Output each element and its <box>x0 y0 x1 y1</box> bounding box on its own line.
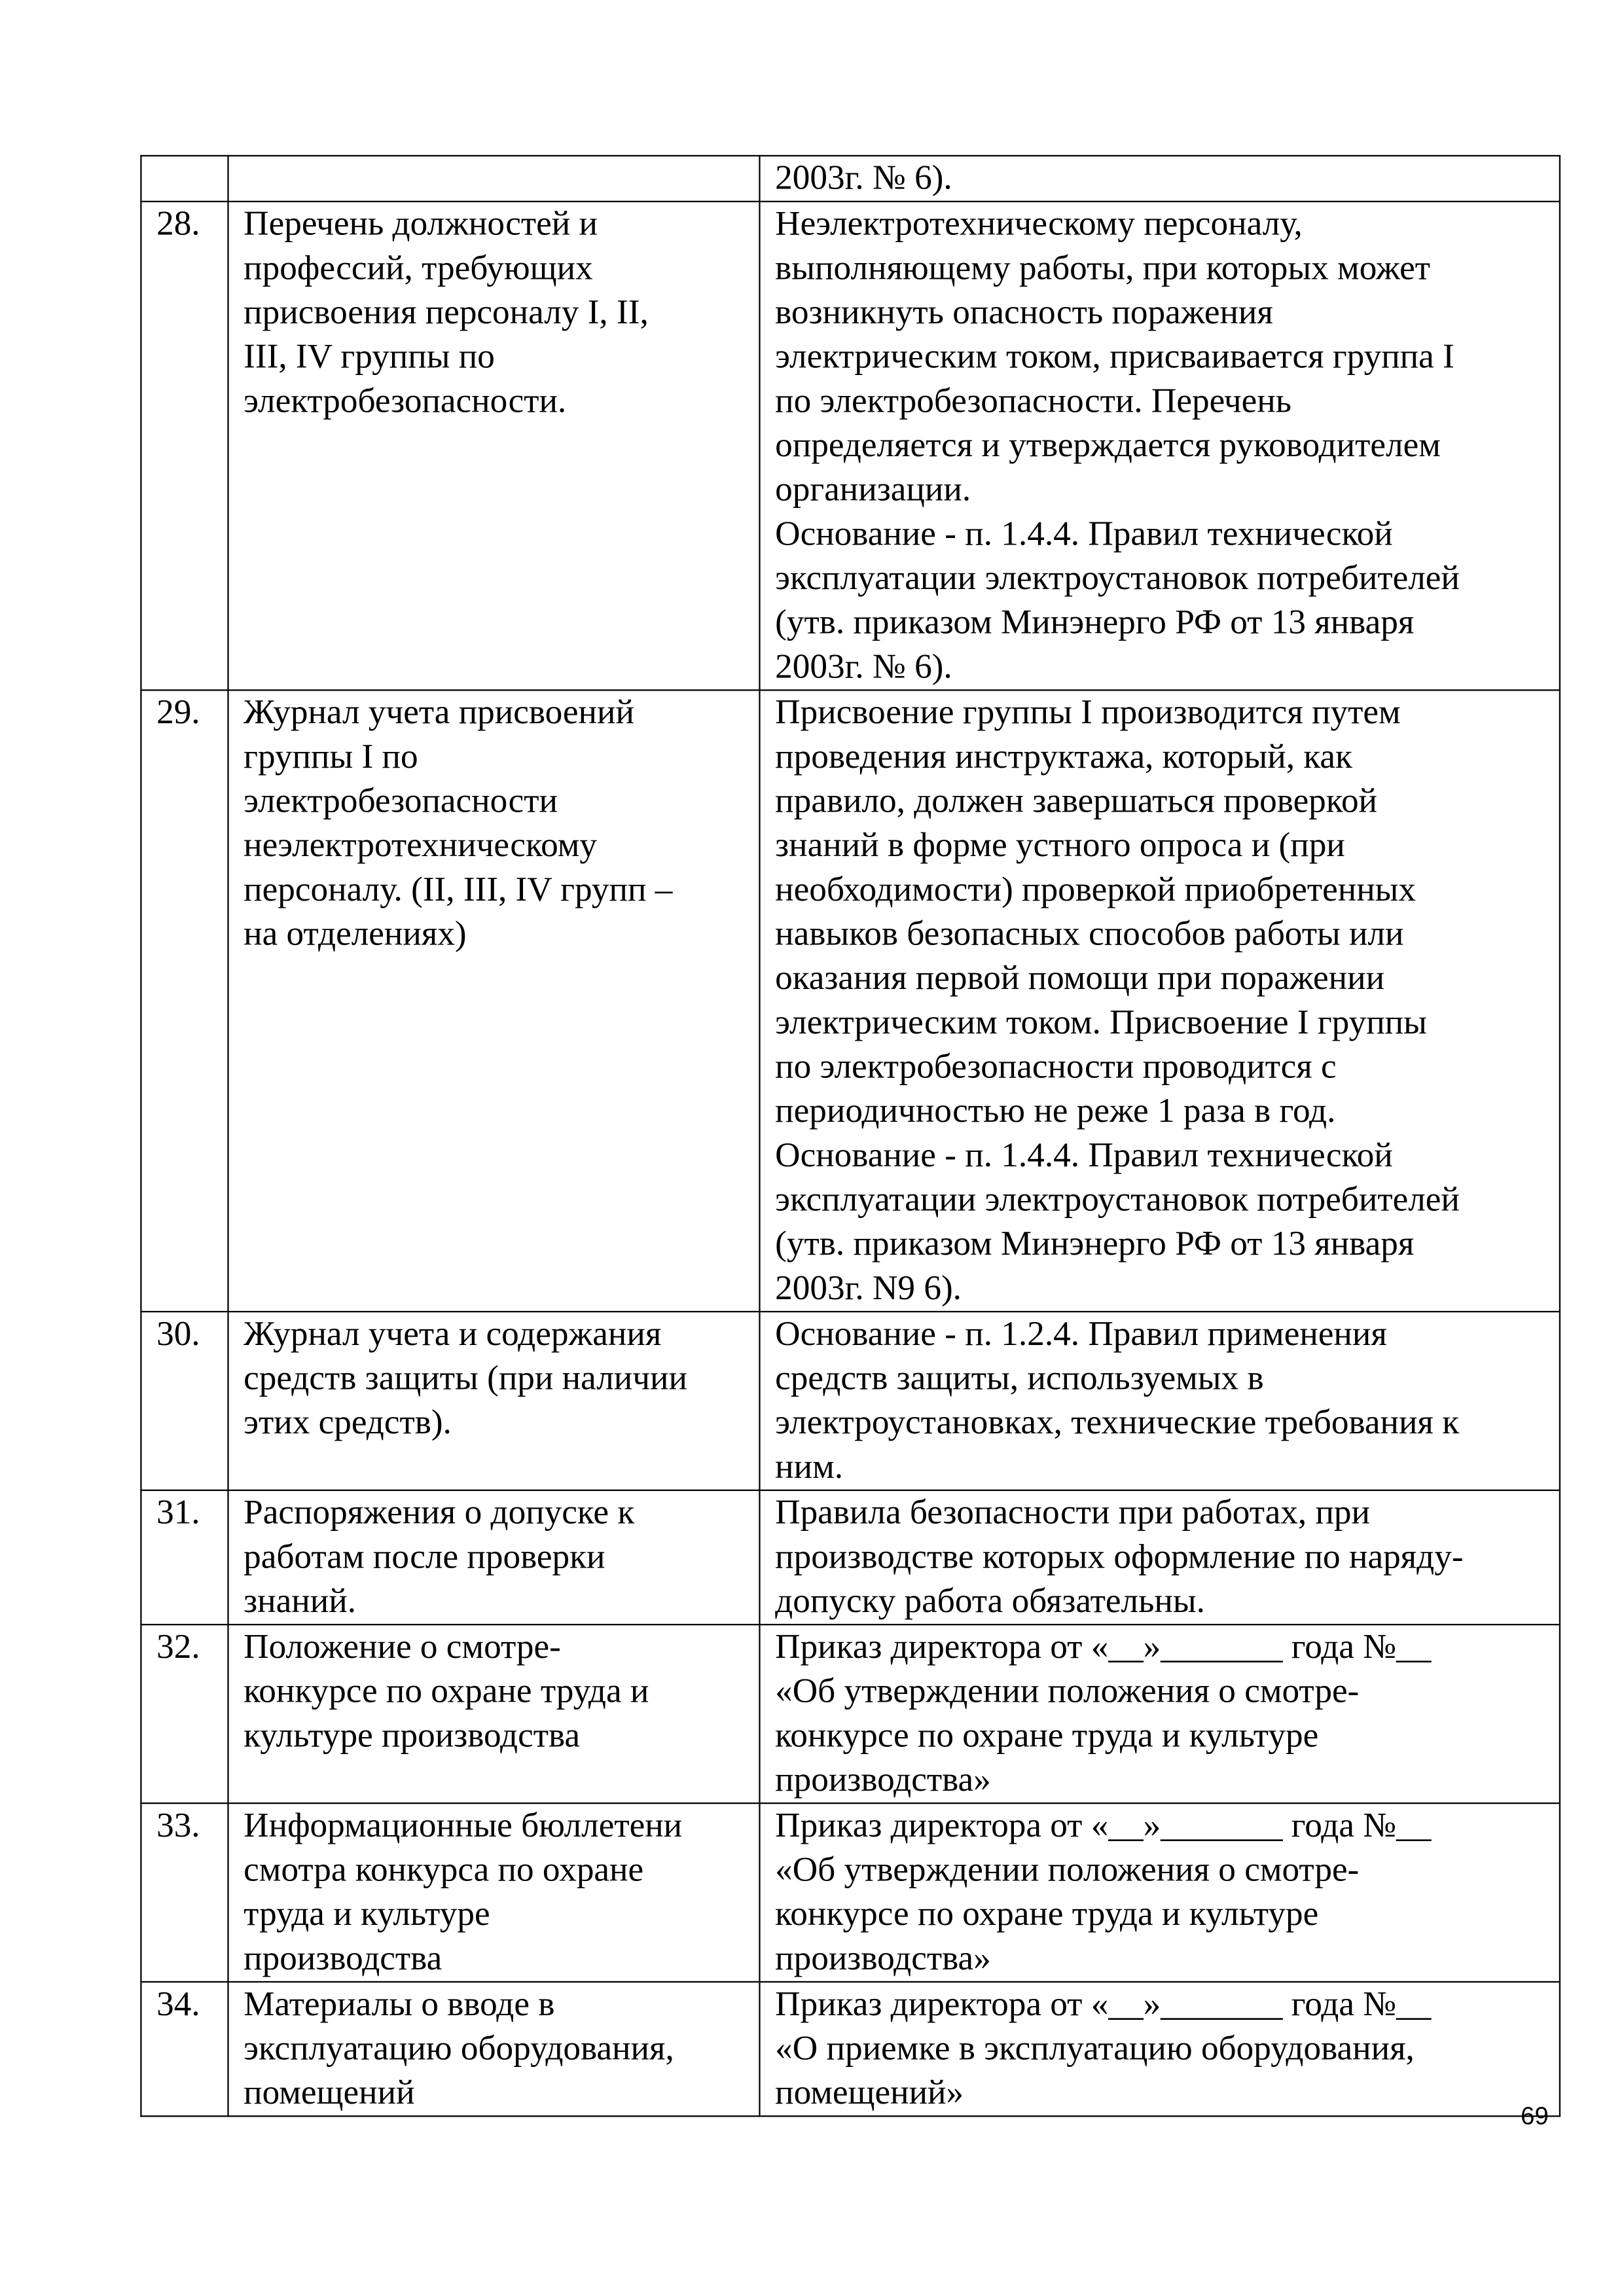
row-number: 34. <box>141 1982 228 2116</box>
document-basis <box>759 1490 1559 1624</box>
basis-paragraph: Основание - п. 1.4.4. Правил технической эксплуатации электроустановок потребителей (утв. приказом Минэнерго РФ от 13 января 2003г. N9 6). <box>775 1136 1460 1308</box>
document-name: Перечень должностей и профессий, требующих присвоения персоналу I, II, III, IV группы по электробезопасности. <box>228 202 759 691</box>
basis-paragraph: Основание - п. 1.4.4. Правил технической эксплуатации электроустановок потребителей (утв. приказом Минэнерго РФ от 13 января 2003г. № 6). <box>775 515 1460 687</box>
document-name <box>228 156 759 202</box>
row-number <box>141 156 228 202</box>
document-name: Информационные бюллетени смотра конкурса по охране труда и культуре производства <box>228 1803 759 1982</box>
table-row <box>141 690 1560 1312</box>
row-number: 33. <box>141 1803 228 1982</box>
basis-paragraph: Присвоение группы I производится путем проведения инструктажа, который, как правило, должен завершаться проверкой знаний в форме устного опроса и (при необходимости) проверкой приобретенных навыков безопасных способов работы или оказания первой помощи при поражении электрическим током. Присвоение I группы по электробезопасности проводится с периодичностью не реже 1 раза в год. <box>775 694 1427 1131</box>
row-number: 28. <box>141 202 228 691</box>
document-basis <box>759 1803 1559 1982</box>
table-row <box>141 1982 1560 2116</box>
basis-paragraph: Основание - п. 1.2.4. Правил применения средств защиты, используемых в электроустановках, технические требования к ним. <box>775 1315 1460 1487</box>
table-row <box>141 156 1560 202</box>
document-name: Материалы о вводе в эксплуатацию оборудования, помещений <box>228 1982 759 2116</box>
documents-table <box>140 155 1561 2117</box>
document-basis <box>759 202 1559 691</box>
table-row <box>141 1490 1560 1624</box>
table-row <box>141 202 1560 691</box>
document-name: Распоряжения о допуске к работам после проверки знаний. <box>228 1490 759 1624</box>
row-number: 29. <box>141 690 228 1312</box>
table-row <box>141 1803 1560 1982</box>
document-basis <box>759 1982 1559 2116</box>
document-basis <box>759 690 1559 1312</box>
basis-paragraph: Приказ директора от «__»_______ года №__ «Об утверждении положения о смотре- конкурсе по охране труда и культуре производства» <box>775 1628 1432 1800</box>
page-number: 69 <box>1521 2102 1549 2130</box>
row-number: 32. <box>141 1624 228 1803</box>
document-basis <box>759 1312 1559 1490</box>
table-row <box>141 1312 1560 1490</box>
basis-paragraph: Приказ директора от «__»_______ года №__ «Об утверждении положения о смотре- конкурсе по охране труда и культуре производства» <box>775 1806 1432 1979</box>
document-name: Журнал учета присвоений группы I по электробезопасности неэлектротехническому персоналу. (II, III, IV групп – на отделениях) <box>228 690 759 1312</box>
basis-paragraph: Неэлектротехническому персоналу, выполняющему работы, при которых может возникнуть опасность поражения электрическим током, присваивается группа I по электробезопасности. Перечень определяется и утверждается руководителем организации. <box>775 205 1454 510</box>
document-name: Положение о смотре- конкурсе по охране труда и культуре производства <box>228 1624 759 1803</box>
table-row <box>141 1624 1560 1803</box>
basis-paragraph: Приказ директора от «__»_______ года №__ «О приемке в эксплуатацию оборудования, помещений» <box>775 1985 1432 2113</box>
basis-paragraph: 2003г. № 6). <box>775 159 952 198</box>
document-basis <box>759 1624 1559 1803</box>
document-name: Журнал учета и содержания средств защиты (при наличии этих средств). <box>228 1312 759 1490</box>
row-number: 31. <box>141 1490 228 1624</box>
row-number: 30. <box>141 1312 228 1490</box>
document-basis <box>759 156 1559 202</box>
basis-paragraph: Правила безопасности при работах, при производстве которых оформление по наряду- допуску работа обязательны. <box>775 1494 1464 1621</box>
